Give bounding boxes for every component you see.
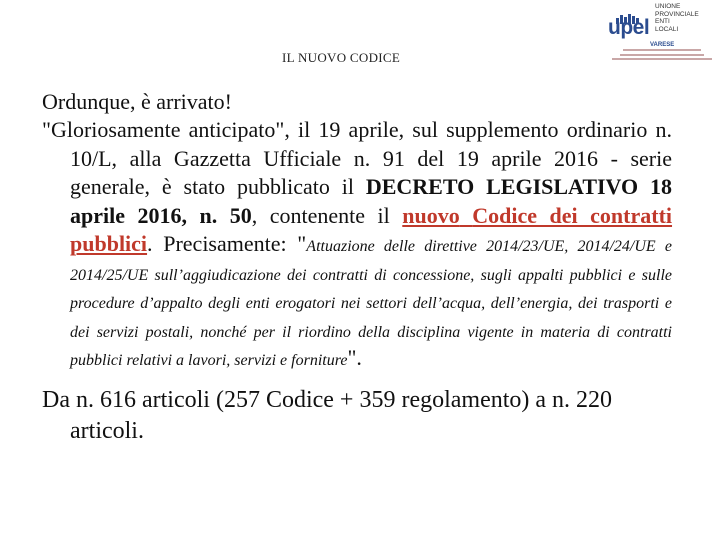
decree-paragraph: "Gloriosamente anticipato", il 19 aprile, sul supplemento ordinario n. 10/L, alla Gazzetta Ufficiale n. 91 del 19 aprile 2016 - serie generale, è stato pubblicato il DECRETO LEGISLATIVO 18 aprile 2016, n. 50, contenente il nuovo Codice dei contratti pubblici. Precisamente: "Attuazione delle direttive 2014/23/UE, 2014/24/UE e 2014/25/UE sull’aggiudicazione dei contratti di concessione, sugli appalti pubblici e sulle procedure d’appalto degli enti erogatori nei settori dell’acqua, dell’energia, dei trasporti e dei servizi postali, nonché per il riordino della disciplina vigente in materia di contratti pubblici relativi a lavori, servizi e forniture". bbox=[42, 117, 673, 370]
page-title: IL NUOVO CODICE bbox=[282, 50, 401, 65]
document-body bbox=[42, 88, 672, 447]
logo-org-name: UNIONE PROVINCIALE ENTI LOCALI bbox=[655, 3, 699, 33]
logo-fine-print bbox=[612, 49, 712, 63]
upel-logo bbox=[600, 2, 712, 66]
logo-wordmark: upel bbox=[608, 16, 650, 39]
logo-city: VARESE bbox=[650, 42, 675, 48]
code-link[interactable]: nuovo Codice dei contratti pubblici bbox=[70, 202, 673, 256]
intro-line: Ordunque, è arrivato! bbox=[42, 89, 232, 114]
decree-title-quote: Attuazione delle direttive 2014/23/UE, 2014/24/UE e 2014/25/UE sull’aggiudicazione dei contratti di concessione, sugli appalti pubblici e sulle procedure d’appalto degli enti erogatori nei settori dell’acqua, dell’energia, dei trasporti e dei servizi postali, nonché per il riordino della disciplina vigente in materia di contratti pubblici relativi a lavori, servizi e forniture bbox=[70, 238, 672, 369]
decree-reference: DECRETO LEGISLATIVO 18 aprile 2016, n. 50 bbox=[70, 174, 672, 228]
articles-summary: Da n. 616 articoli (257 Codice + 359 regolamento) a n. 220 articoli. bbox=[42, 386, 613, 444]
